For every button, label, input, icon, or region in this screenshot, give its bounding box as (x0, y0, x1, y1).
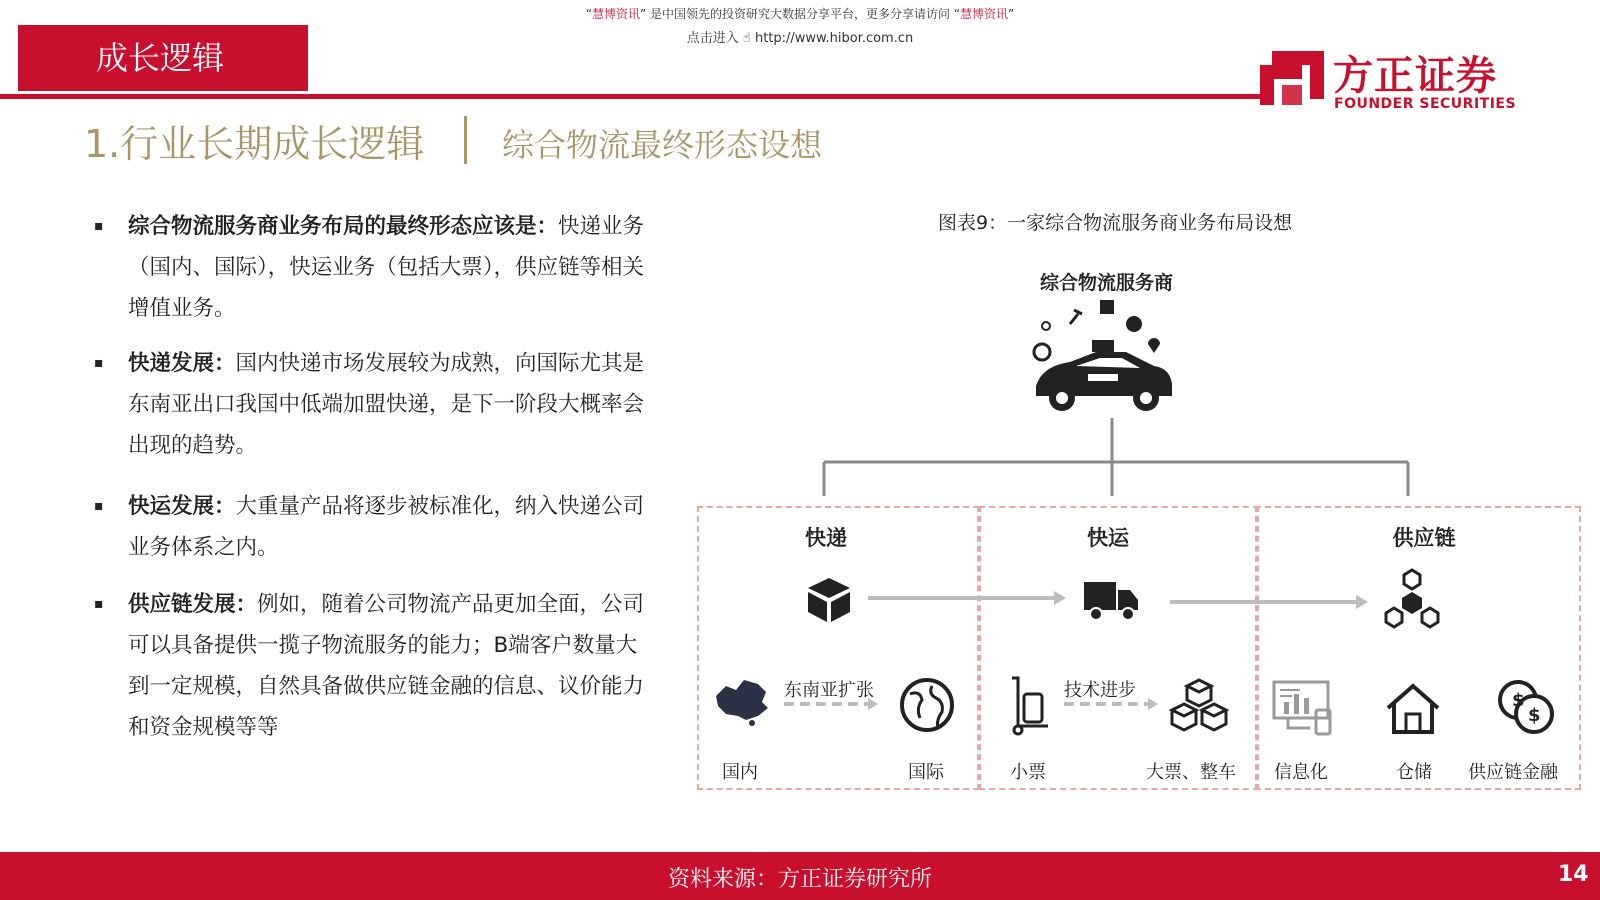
dashed-arrow (784, 696, 880, 712)
logo-text-cn: 方正证券 (1333, 53, 1497, 99)
bullet-item: ▪ 供应链发展：例如，随着公司物流产品更加全面，公司可以具备提供一揽子物流服务的能力；B端客户数量大到一定规模，自然具备做供应链金融的信息、议价能力和资金规模等等 (94, 584, 654, 748)
title-separator (464, 116, 467, 164)
svg-text:$: $ (1512, 690, 1525, 711)
network-cubes-icon (1384, 566, 1440, 630)
caption-international: 国际 (908, 762, 944, 783)
bullet-marker: ▪ (94, 596, 104, 612)
logo-text-en: FOUNDER SECURITIES (1334, 96, 1517, 112)
caption-supply-chain-finance: 供应链金融 (1468, 762, 1558, 783)
page-title: 1.行业长期成长逻辑 (84, 122, 425, 166)
caption-small-parcel: 小票 (1010, 762, 1046, 783)
hibor-link[interactable]: http://www.hibor.com.cn (754, 31, 914, 46)
arrow-label-sea-expansion: 东南亚扩张 (784, 680, 874, 701)
bullet-item: ▪ 综合物流服务商业务布局的最终形态应该是：快递业务（国内、国际），快运业务（包括大票），供应链等相关增值业务。 (94, 206, 654, 329)
notice-brand-2[interactable]: 慧博资讯 (960, 7, 1009, 21)
supply-chain-heading: 供应链 (1392, 526, 1456, 550)
globe-icon (898, 676, 956, 734)
header-divider (0, 94, 1262, 99)
dashed-arrow (1064, 696, 1160, 712)
bullet-marker: ▪ (94, 218, 104, 234)
caption-bulk-freight: 大票、整车 (1146, 762, 1236, 783)
bullet-item: ▪ 快递发展：国内快递市场发展较为成熟，向国际尤其是东南亚出口我国中低端加盟快递，是下一阶段大概率会出现的趋势。 (94, 343, 654, 466)
china-map-icon (712, 676, 772, 726)
pointer-hand-icon: ☝ (742, 31, 751, 46)
finance-coins-icon (1496, 678, 1556, 736)
express-to-ltl-arrow (868, 588, 1068, 608)
ltl-to-supply-arrow (1170, 592, 1370, 612)
stacked-boxes-icon (1166, 676, 1232, 734)
hub-label: 综合物流服务商 (1040, 272, 1174, 294)
svg-text:$: $ (1528, 705, 1541, 726)
ltl-heading: 快运 (1087, 526, 1129, 550)
caption-domestic: 国内 (722, 762, 758, 783)
notice-brand[interactable]: 慧博资讯 (591, 7, 640, 21)
page-subtitle: 综合物流最终形态设想 (502, 126, 823, 164)
caption-informatization: 信息化 (1274, 762, 1328, 783)
logistics-car-icon (1030, 296, 1200, 421)
hand-truck-icon (1008, 674, 1054, 736)
figure-title: 图表9：一家综合物流服务商业务布局设想 (938, 212, 1293, 234)
top-notice: “慧博资讯” 是中国领先的投资研究大数据分享平台，更多分享请访问 “慧博资讯” (585, 7, 1015, 21)
bullet-item: ▪ 快运发展：大重量产品将逐步被标准化，纳入快递公司业务体系之内。 (94, 486, 654, 568)
bullet-list (94, 206, 654, 762)
package-icon (804, 574, 854, 624)
founder-logo-icon (1258, 47, 1326, 109)
tree-connector (800, 418, 1430, 500)
express-heading: 快递 (805, 526, 847, 550)
bullet-marker: ▪ (94, 355, 104, 371)
warehouse-icon (1384, 682, 1442, 736)
section-tab: 成长逻辑 (18, 25, 308, 91)
bullet-marker: ▪ (94, 498, 104, 514)
link-prefix: 点击进入 (686, 31, 739, 46)
source-note: 资料来源：方正证券研究所 (667, 867, 932, 892)
informatization-icon (1270, 676, 1336, 738)
arrow-label-tech-progress: 技术进步 (1064, 680, 1136, 701)
page-number: 14 (1558, 862, 1589, 887)
caption-warehousing: 仓储 (1396, 762, 1432, 783)
truck-icon (1082, 578, 1140, 622)
